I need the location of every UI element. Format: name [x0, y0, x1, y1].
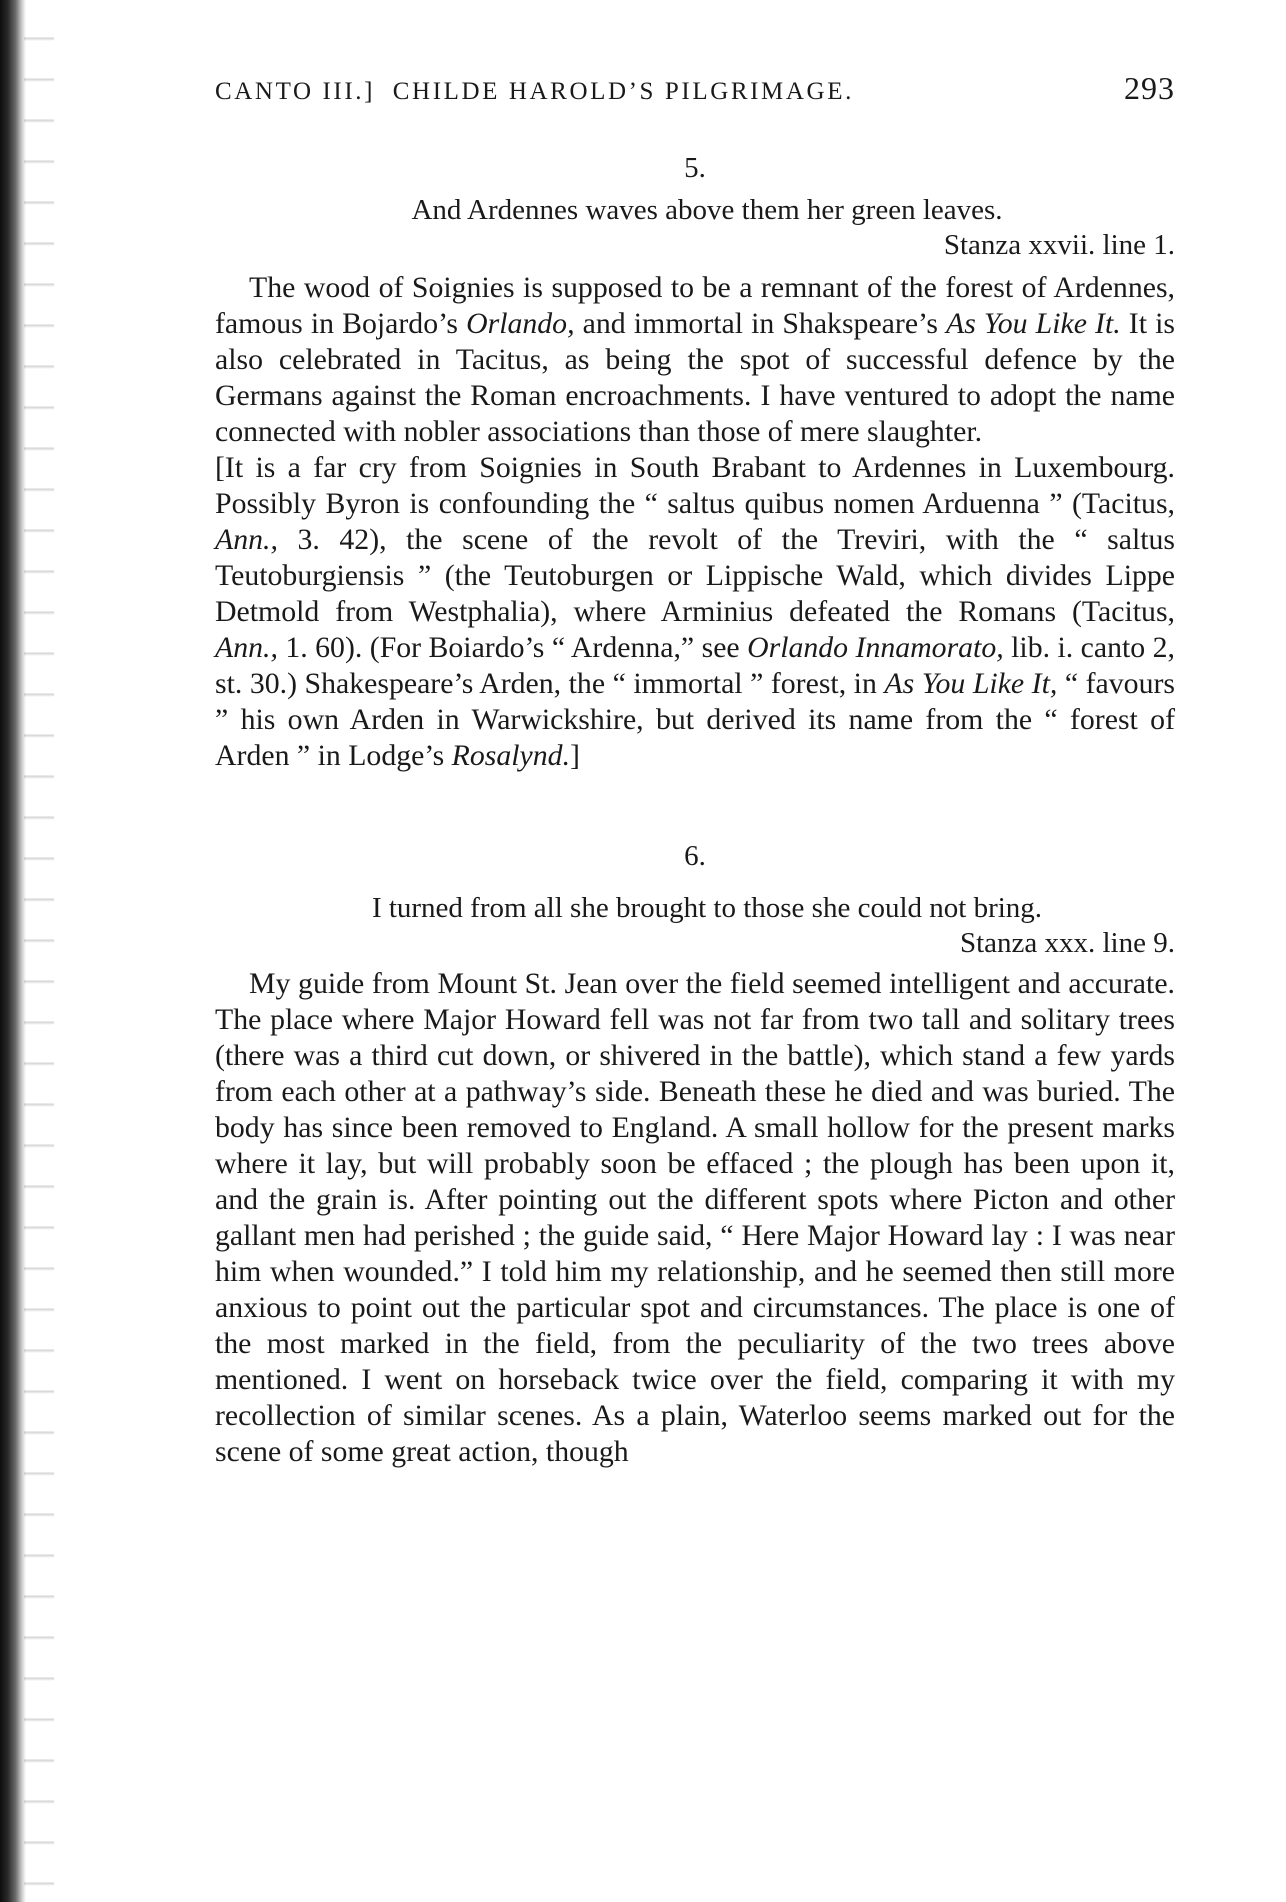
note-quote: I turned from all she brought to those she could not bring. [371, 892, 1043, 924]
italic-title: Ann., [215, 523, 278, 556]
note-6 [215, 836, 1175, 1470]
text-run: It is also celebrated in Tacitus, as being the spot of successful defence by the Germans against the Roman encroachments. I have ventured to adopt the name connected with nobler associations than those of mere slaughter. [215, 307, 1175, 448]
header-canto-label: CANTO III.] [215, 78, 376, 105]
italic-title: Orlando, [466, 307, 575, 340]
note-quote: And Ardennes waves above them her green leaves. [411, 194, 1003, 226]
text-run: 1. 60). (For Boiardo’s “ Ardenna,” see [277, 631, 748, 664]
italic-title: As You Like It, [884, 667, 1058, 700]
note-reference: Stanza xxvii. line 1. [943, 229, 1175, 261]
note-5 [215, 148, 1175, 774]
italic-title: Ann., [215, 631, 278, 664]
text-run: and immortal in Shakspeare’s [574, 307, 947, 340]
text-run: lib. i. canto 2, st. 30.) Shakespeare’s Arden, the “ immortal ” forest, in [215, 631, 1175, 700]
text-run: ] [570, 739, 580, 772]
note-number: 5. [684, 152, 706, 184]
text-run: [It is a far cry from Soignies in South Brabant to Ardennes in Luxembourg. Possibly Byron is confounding the “ saltus quibus nomen Arduenna ” (Tacitus, [215, 451, 1175, 520]
header-title: CHILDE HAROLD’S PILGRIMAGE. [392, 78, 854, 105]
note-number: 6. [684, 840, 706, 872]
text-run: 3. 42), the scene of the revolt of the Treviri, with the “ saltus Teutoburgiensis ” (the Teutoburgen or Lippische Wald, which divides Lippe Detmold from Westphalia), where Arminius defeated the Romans (Tacitus, [215, 523, 1175, 628]
note-paragraph [215, 966, 1175, 1470]
text-run: My guide from Mount St. Jean over the field seemed intelligent and accurate. The place where Major Howard fell was not far from two tall and solitary trees (there was a third cut down, or shivered in the battle), which stand a few yards from each other at a pathway’s side. Beneath these he died and was buried. The body has since been removed to England. A small hollow for the present marks where it lay, but will probably soon be effaced ; the plough has been upon it, and the grain is. After pointing out the different spots where Picton and other gallant men had perished ; the guide said, “ Here Major Howard lay : I was near him when wounded.” I told him my relationship, and he seemed then still more anxious to point out the particular spot and circumstances. The place is one of the most marked in the field, from the peculiarity of the two trees above mentioned. I went on horseback twice over the field, comparing it with my recollection of similar scenes. As a plain, Waterloo seems marked out for the scene of some great action, though [215, 967, 1175, 1468]
editor-note-paragraph [215, 450, 1175, 774]
book-page [215, 70, 1175, 1470]
note-reference: Stanza xxx. line 9. [959, 927, 1175, 959]
text-run: “ favours ” his own Arden in Warwickshire, but derived its name from the “ forest of Arden ” in Lodge’s [215, 667, 1175, 772]
text-run: The wood of Soignies is supposed to be a remnant of the forest of Ardennes, famous in Bojardo’s [215, 271, 1175, 340]
italic-title: As You Like It. [946, 307, 1121, 340]
book-binding-edge [0, 0, 26, 1902]
header-canto [215, 78, 854, 106]
running-header [215, 70, 1175, 114]
italic-title: Orlando Innamorato, [747, 631, 1004, 664]
page-number: 293 [1124, 70, 1175, 106]
binding-shadow [24, 0, 54, 1902]
italic-title: Rosalynd. [451, 739, 571, 772]
note-paragraph [215, 270, 1175, 450]
